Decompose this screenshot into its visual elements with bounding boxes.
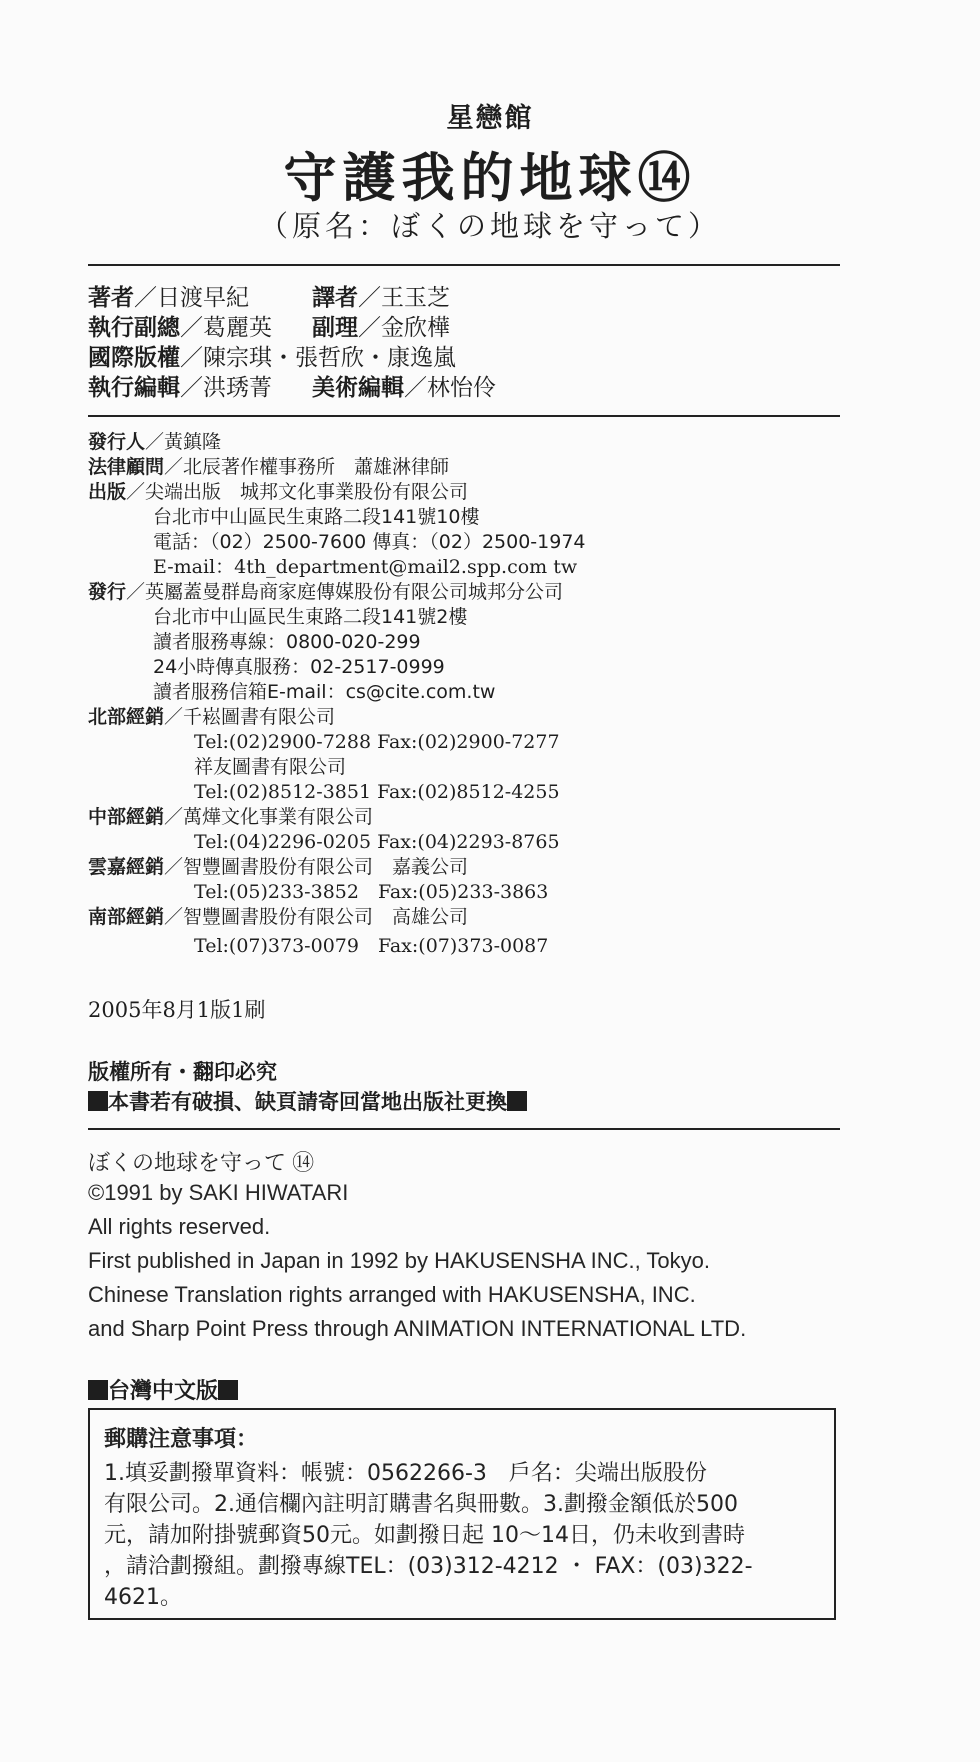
divider [88, 264, 840, 266]
chiayi-tel: Tel:(05)233-3852 Fax:(05)233-3863 [194, 881, 549, 903]
publish-address: 台北市中山區民生東路二段141號10樓 [153, 506, 480, 528]
square-bullet-icon [507, 1091, 527, 1111]
damaged-notice: 本書若有破損、缺頁請寄回當地出版社更換 [88, 1086, 527, 1116]
order-box-title: 郵購注意事項： [104, 1427, 259, 1452]
credit-label: 美術編輯 [312, 375, 404, 401]
rights-notice: 版權所有・翻印必究 [88, 1060, 277, 1084]
copyright-line: ©1991 by SAKI HIWATARI [88, 1180, 349, 1205]
publish-phone: 電話：（02）2500-7600 傳真：（02）2500-1974 [153, 531, 586, 553]
distribute-line: 發行／英屬蓋曼群島商家庭傳媒股份有限公司城邦分公司 [88, 581, 564, 603]
agency-line: and Sharp Point Press through ANIMATION INTERNATIONAL LTD. [88, 1316, 747, 1341]
credit-value: ／洪琇菁 [180, 375, 272, 401]
credit-label: 執行副總 [88, 315, 180, 341]
original-title: （原名：ぼくの地球を守って） [258, 209, 721, 243]
credit-label: 國際版權 [88, 345, 180, 371]
original-title-ja: ぼくの地球を守って ⑭ [88, 1150, 315, 1175]
publish-line: 出版／尖端出版 城邦文化事業股份有限公司 [88, 481, 469, 503]
credit-label: 副理 [312, 315, 358, 341]
credit-value: ／金欣樺 [358, 315, 450, 341]
south-tel: Tel:(07)373-0079 Fax:(07)373-0087 [194, 935, 549, 957]
credit-row [88, 343, 456, 373]
credit-row [88, 313, 450, 343]
credit-label: 執行編輯 [88, 375, 180, 401]
credit-row [88, 373, 496, 403]
north-tel-2: Tel:(02)8512-3851 Fax:(02)8512-4255 [194, 781, 560, 803]
fax-24h-line: 24小時傳真服務：02-2517-0999 [153, 656, 445, 678]
series-label: 星戀館 [446, 103, 534, 134]
order-box-line: ，請洽劃撥組。劃撥專線TEL：(03)312-4212 ・ FAX：(03)322- [104, 1554, 753, 1579]
credit-label: 譯者 [312, 285, 358, 311]
credit-value: ／陳宗琪・張哲欣・康逸嵐 [180, 345, 456, 371]
square-bullet-icon [218, 1380, 238, 1400]
order-box-line: 1.填妥劃撥單資料：帳號：0562266-3 戶名：尖端出版股份 [104, 1461, 707, 1486]
square-bullet-icon [88, 1380, 108, 1400]
distribute-address: 台北市中山區民生東路二段141號2樓 [153, 606, 468, 628]
credit-value: ／王玉芝 [358, 285, 450, 311]
central-tel: Tel:(04)2296-0205 Fax:(04)2293-8765 [194, 831, 560, 853]
square-bullet-icon [88, 1091, 108, 1111]
credit-row [88, 283, 450, 313]
credit-value: ／日渡早紀 [134, 285, 249, 311]
first-published-line: First published in Japan in 1992 by HAKUSENSHA INC., Tokyo. [88, 1248, 711, 1273]
legal-line: 法律顧問／北辰著作權事務所 蕭雄淋律師 [88, 456, 450, 478]
taiwan-edition-label: 台灣中文版 [88, 1374, 238, 1405]
service-line: 讀者服務專線：0800-020-299 [153, 631, 421, 653]
publish-email: E-mail：4th_department@mail2.spp.com tw [153, 556, 578, 578]
south-dealer-line: 南部經銷／智豐圖書股份有限公司 高雄公司 [88, 906, 469, 928]
order-box-line: 元，請加附掛號郵資50元。如劃撥日起 10～14日，仍未收到書時 [104, 1523, 745, 1548]
credit-value: ／林怡伶 [404, 375, 496, 401]
north-dealer-line: 北部經銷／千崧圖書有限公司 [88, 706, 336, 728]
credit-value: ／葛麗英 [180, 315, 272, 341]
issuer-line: 發行人／黃鎮隆 [88, 431, 222, 453]
chiayi-dealer-line: 雲嘉經銷／智豐圖書股份有限公司 嘉義公司 [88, 856, 469, 878]
north-tel-1: Tel:(02)2900-7288 Fax:(02)2900-7277 [194, 731, 560, 753]
divider [88, 415, 840, 417]
north-company-2: 祥友圖書有限公司 [194, 756, 347, 778]
order-box-line: 有限公司。2.通信欄內註明訂購書名與冊數。3.劃撥金額低於500 [104, 1492, 738, 1517]
rights-reserved-line: All rights reserved. [88, 1214, 271, 1239]
mail-order-notice-box [88, 1408, 836, 1620]
central-dealer-line: 中部經銷／萬燁文化事業有限公司 [88, 806, 374, 828]
edition-date: 2005年8月1版1刷 [88, 998, 266, 1022]
service-email: 讀者服務信箱E-mail：cs@cite.com.tw [153, 681, 496, 703]
order-box-line: 4621。 [104, 1585, 182, 1610]
divider [88, 1128, 840, 1130]
credit-label: 著者 [88, 285, 134, 311]
translation-rights-line: Chinese Translation rights arranged with HAKUSENSHA, INC. [88, 1282, 696, 1307]
book-title: 守護我的地球⑭ [283, 148, 697, 209]
